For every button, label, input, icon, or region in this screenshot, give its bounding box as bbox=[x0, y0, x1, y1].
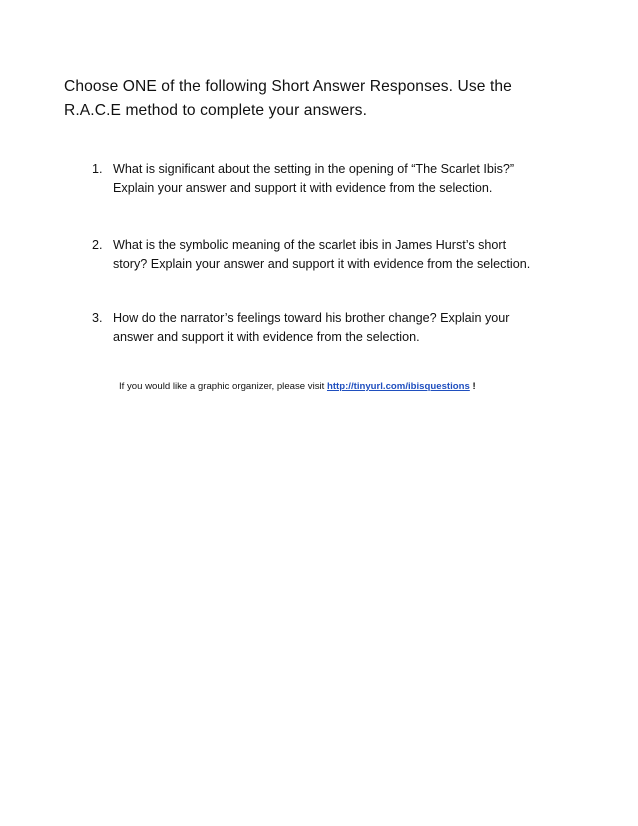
question-text bbox=[113, 160, 575, 198]
question-number: 3. bbox=[92, 311, 103, 325]
instructions-paragraph bbox=[64, 75, 564, 123]
question-2-line-2: story? Explain your answer and support it with evidence from the selection. bbox=[113, 257, 531, 271]
note-text: If you would like a graphic organizer, please visit bbox=[119, 381, 327, 392]
graphic-organizer-link[interactable]: http://tinyurl.com/ibisquestions bbox=[326, 381, 470, 392]
question-number: 2. bbox=[92, 238, 103, 252]
question-3-line-1: How do the narrator’s feelings toward his brother change? Explain your bbox=[113, 311, 510, 325]
question-2-line-1: What is the symbolic meaning of the scarlet ibis in James Hurst’s short bbox=[113, 238, 507, 252]
question-number: 1. bbox=[92, 162, 103, 176]
question-3-line-2: answer and support it with evidence from the selection. bbox=[113, 330, 420, 344]
instructions-line-2: R.A.C.E method to complete your answers. bbox=[64, 102, 368, 119]
graphic-organizer-note bbox=[119, 380, 476, 394]
question-text bbox=[113, 236, 575, 274]
note-suffix: ! bbox=[469, 381, 476, 392]
instructions-line-1: Choose ONE of the following Short Answer Responses. Use the bbox=[64, 78, 512, 95]
question-1-line-2: Explain your answer and support it with evidence from the selection. bbox=[113, 181, 493, 195]
question-text bbox=[113, 309, 575, 347]
question-1-line-1: What is significant about the setting in the opening of “The Scarlet Ibis?” bbox=[113, 162, 515, 176]
